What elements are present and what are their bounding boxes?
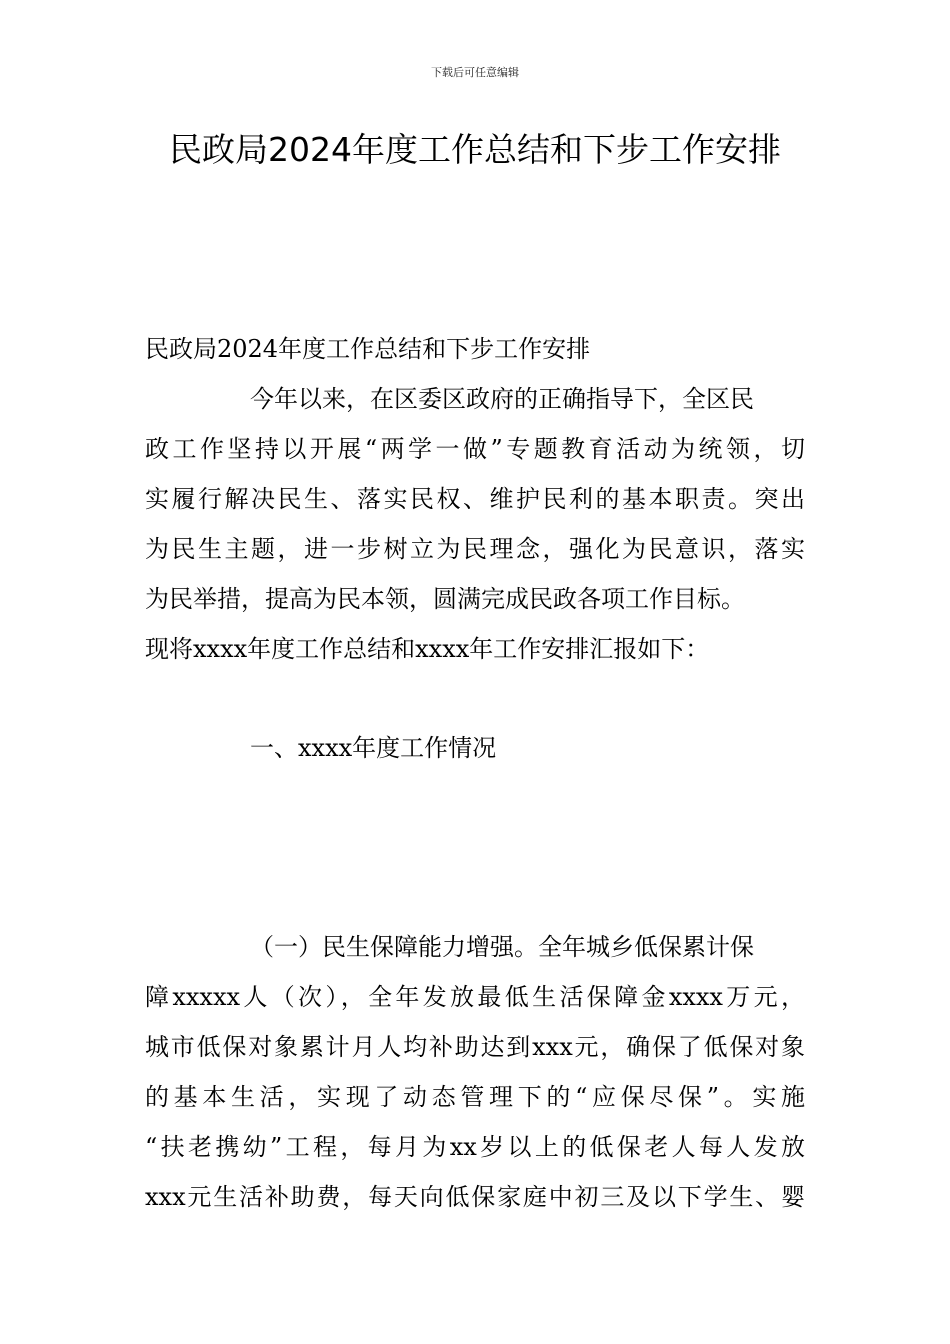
paragraph-line: 现将xxxx年度工作总结和xxxx年工作安排汇报如下： <box>145 635 710 663</box>
page-header-note: 下载后可任意编辑 <box>431 66 519 79</box>
paragraph-line: 政工作坚持以开展“两学一做”专题教育活动为统领，切 <box>145 435 805 463</box>
paragraph-line: 为民生主题，进一步树立为民理念，强化为民意识，落实 <box>145 535 805 563</box>
document-subtitle: 民政局2024年度工作总结和下步工作安排 <box>145 335 591 363</box>
paragraph-line: 的基本生活，实现了动态管理下的“应保尽保”。实施 <box>145 1083 805 1111</box>
paragraph-line: 障xxxxx人（次），全年发放最低生活保障金xxxx万元， <box>145 983 805 1011</box>
paragraph-line: xxx元生活补助费，每天向低保家庭中初三及以下学生、婴 <box>145 1183 805 1211</box>
paragraph-line: 今年以来，在区委区政府的正确指导下，全区民 <box>250 385 754 413</box>
document-title: 民政局2024年度工作总结和下步工作安排 <box>169 130 781 169</box>
paragraph-line: “扶老携幼”工程，每月为xx岁以上的低保老人每人发放 <box>145 1133 805 1161</box>
paragraph-line: 城市低保对象累计月人均补助达到xxx元，确保了低保对象 <box>145 1033 805 1061</box>
paragraph-line: （一）民生保障能力增强。全年城乡低保累计保 <box>250 933 754 961</box>
paragraph-line: 实履行解决民生、落实民权、维护民利的基本职责。突出 <box>145 485 805 513</box>
section-heading: 一、xxxx年度工作情况 <box>250 734 497 762</box>
paragraph-line: 为民举措，提高为民本领，圆满完成民政各项工作目标。 <box>145 585 745 613</box>
